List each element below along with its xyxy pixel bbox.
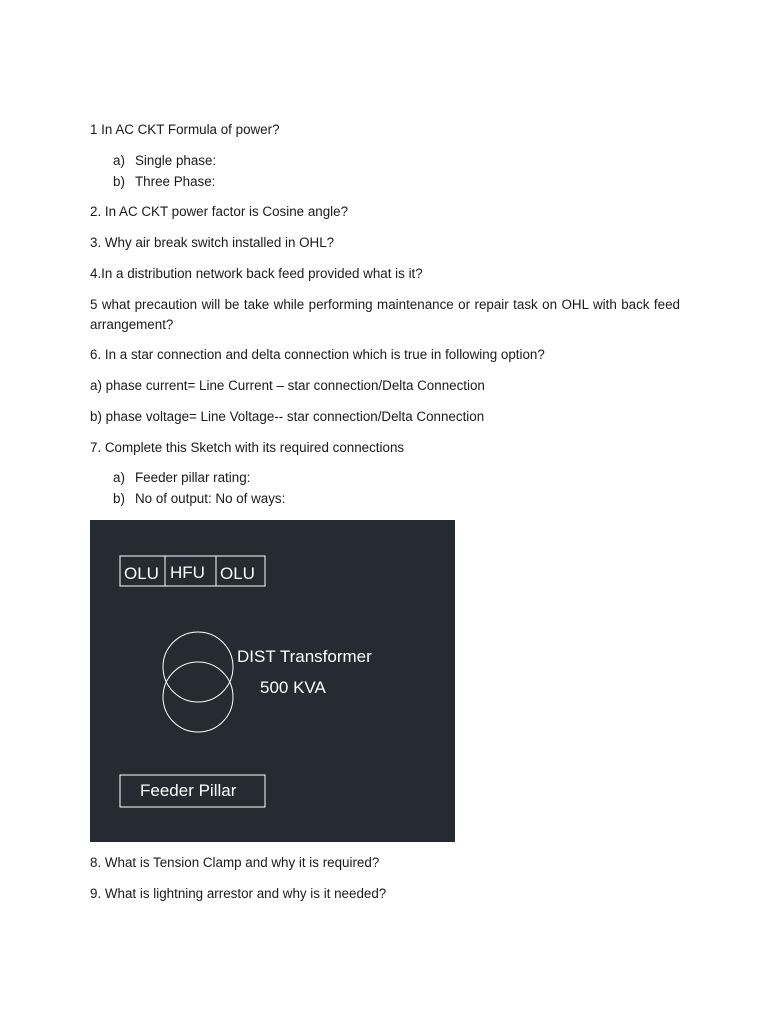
feeder-pillar-label: Feeder Pillar [140,781,237,800]
sketch-svg [90,520,455,842]
question-8: 8. What is Tension Clamp and why it is required? [90,855,380,870]
q7-option-a-letter: a) [113,470,125,485]
transformer-secondary-coil [163,662,233,732]
question-6: 6. In a star connection and delta connection which is true in following option? [90,347,545,362]
transformer-rating: 500 KVA [260,678,326,697]
question-3: 3. Why air break switch installed in OHL? [90,235,335,250]
question-1: 1 In AC CKT Formula of power? [90,122,280,137]
q7-option-a-text: Feeder pillar rating: [135,470,251,485]
q7-option-b-text: No of output: No of ways: [135,491,286,506]
unit-hfu: HFU [170,563,205,582]
q7-option-b-letter: b) [113,491,125,506]
sketch-diagram [90,520,455,842]
q1-option-b-letter: b) [113,174,125,189]
unit-olu-right: OLU [220,564,255,583]
question-6-option-a: a) phase current= Line Current – star connection/Delta Connection [90,378,485,393]
unit-olu-left: OLU [124,564,159,583]
question-9: 9. What is lightning arrestor and why is it needed? [90,886,387,901]
question-6-option-b: b) phase voltage= Line Voltage-- star connection/Delta Connection [90,409,485,424]
question-4: 4.In a distribution network back feed provided what is it? [90,266,423,281]
q1-option-a-letter: a) [113,153,125,168]
question-2: 2. In AC CKT power factor is Cosine angle? [90,204,349,219]
transformer-label: DIST Transformer [237,647,372,666]
transformer-primary-coil [163,632,233,702]
q1-option-a-text: Single phase: [135,153,217,168]
q1-option-b-text: Three Phase: [135,174,216,189]
question-7: 7. Complete this Sketch with its required connections [90,440,405,455]
question-5: 5 what precaution will be take while performing maintenance or repair task on OHL with back feed arrangement? [90,297,680,332]
